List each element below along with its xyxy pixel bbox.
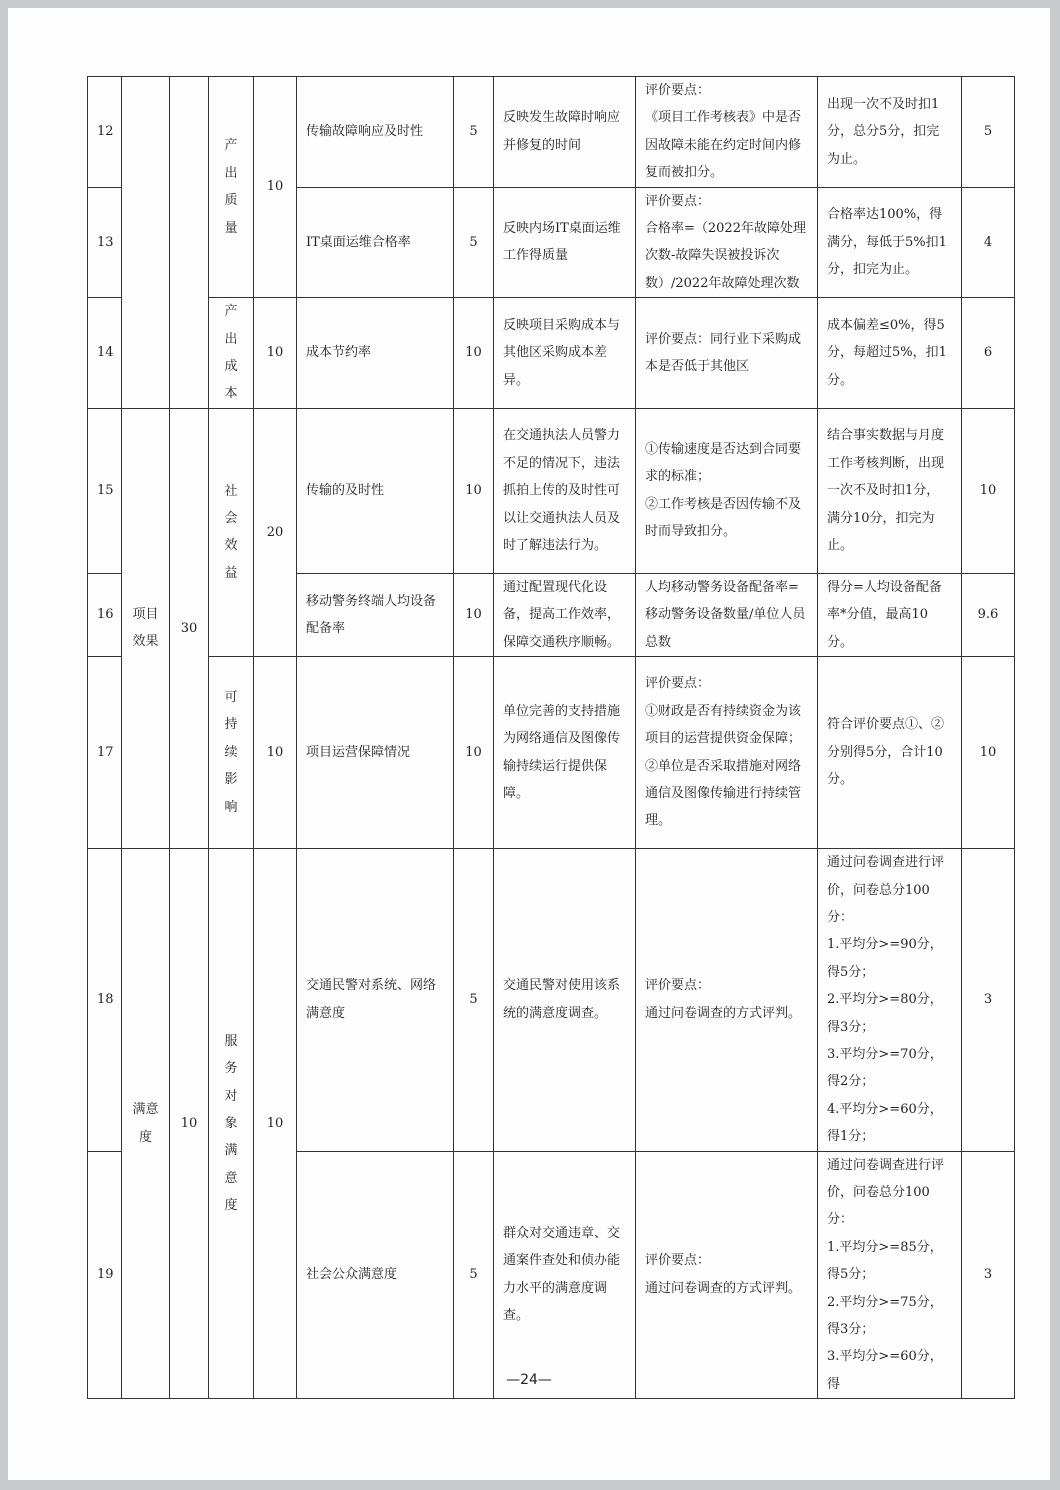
criteria-text: 评价要点： 《项目工作考核表》中是否因故障未能在约定时间内修复而被扣分。 [645,83,802,181]
standard-text: 通过问卷调查进行评价，问卷总分100分： 1.平均分>=90分，得5分； 2.平均分>=80分，得3分； 3.平均分>=70分，得2分； 4.平均分>=60分，得1分； [827,855,945,1145]
sub-weight-cell: 10 [254,77,297,298]
sub-category-label: 产出成本 [224,304,238,402]
standard-cell [818,77,962,188]
indicator-text: 移动警务终端人均设备配备率 [306,593,437,636]
result-cell: 10 [962,408,1015,573]
table-row [88,657,1015,849]
category-cell [122,849,170,1399]
explain-text: 反映发生故障时响应并修复的时间 [503,110,621,153]
row-number: 19 [88,1151,122,1399]
criteria-text: 评价要点： 合格率=（2022年故障处理次数-故障失误被投诉次数）/2022年故障处理次数 [645,193,806,291]
standard-text: 合格率达100%，得满分，每低于5%扣1分，扣完为止。 [827,207,947,278]
explain-text: 通过配置现代化设备，提高工作效率，保障交通秩序顺畅。 [503,579,621,650]
criteria-text: 评价要点： 通过问卷调查的方式评判。 [645,978,802,1021]
explain-text: 在交通执法人员警力不足的情况下，违法抓拍上传的及时性可以让交通执法人员及时了解违法行为。 [503,428,621,553]
indicator-text: 成本节约率 [306,345,372,361]
indicator-text: 社会公众满意度 [306,1267,398,1283]
indicator-cell [297,408,454,573]
criteria-cell [636,849,818,1151]
criteria-cell [636,408,818,573]
indicator-text: 传输的及时性 [306,483,385,499]
criteria-cell [636,657,818,849]
result-cell: 10 [962,657,1015,849]
row-number: 12 [88,77,122,188]
explain-cell [494,187,636,298]
indicator-text: 传输故障响应及时性 [306,124,424,140]
standard-cell [818,1151,962,1399]
explain-cell [494,77,636,188]
explain-cell [494,573,636,656]
table-row [88,849,1015,1151]
sub-category-cell [209,849,254,1399]
criteria-cell [636,187,818,298]
standard-cell [818,187,962,298]
sub-weight-cell: 10 [254,849,297,1399]
indicator-cell [297,77,454,188]
category-cell [122,408,170,848]
document-page [8,8,1050,1480]
result-cell: 3 [962,1151,1015,1399]
standard-cell [818,298,962,409]
indicator-cell [297,657,454,849]
result-cell: 6 [962,298,1015,409]
sub-weight-cell: 20 [254,408,297,656]
criteria-text: 人均移动警务设备配备率=移动警务设备数量/单位人员总数 [645,579,806,650]
result-cell: 5 [962,77,1015,188]
score-cell: 10 [454,298,494,409]
criteria-cell [636,298,818,409]
explain-cell [494,1151,636,1399]
criteria-text: 评价要点：同行业下采购成本是否低于其他区 [645,331,802,375]
standard-cell [818,849,962,1151]
row-number: 14 [88,298,122,409]
explain-text: 反映项目采购成本与其他区采购成本差异。 [503,317,621,388]
row-number: 13 [88,187,122,298]
evaluation-table [87,76,1015,1399]
explain-cell [494,849,636,1151]
sub-category-cell [209,657,254,849]
table-row [88,298,1015,409]
sub-category-cell [209,77,254,298]
criteria-text: ①传输速度是否达到合同要求的标准； ②工作考核是否因传输不及时而导致扣分。 [645,442,802,540]
standard-text: 结合事实数据与月度工作考核判断，出现一次不及时扣1分，满分10分，扣完为止。 [827,428,945,553]
row-number: 15 [88,408,122,573]
indicator-cell [297,187,454,298]
sub-category-label: 产出质量 [224,138,238,236]
score-cell: 5 [454,849,494,1151]
criteria-text: 评价要点： 通过问卷调查的方式评判。 [645,1253,802,1296]
standard-cell [818,573,962,656]
result-cell: 4 [962,187,1015,298]
standard-text: 得分=人均设备配备率*分值，最高10分。 [827,579,942,650]
criteria-cell [636,1151,818,1399]
explain-cell [494,657,636,849]
table-row [88,408,1015,573]
score-cell: 10 [454,657,494,849]
explain-text: 单位完善的支持措施为网络通信及图像传输持续运行提供保障。 [503,703,621,801]
indicator-cell [297,298,454,409]
sub-weight-cell: 10 [254,657,297,849]
score-cell: 5 [454,77,494,188]
sub-category-label: 可持续影响 [224,690,238,815]
category-label: 项目效果 [132,607,159,650]
criteria-text: 评价要点： ①财政是否有持续资金为该项目的运营提供资金保障； ②单位是否采取措施对网络通信及图像传输进行持续管理。 [645,676,802,829]
standard-text: 成本偏差≤0%，得5分，每超过5%，扣1分。 [827,317,947,388]
indicator-cell [297,849,454,1151]
criteria-cell [636,77,818,188]
score-cell: 5 [454,1151,494,1399]
score-cell: 10 [454,408,494,573]
row-number: 17 [88,657,122,849]
indicator-text: 项目运营保障情况 [306,744,411,760]
sub-category-cell [209,298,254,409]
score-cell: 10 [454,573,494,656]
indicator-cell [297,573,454,656]
category-label: 满意度 [132,1102,159,1145]
weight-cell: 10 [170,849,209,1399]
result-cell: 9.6 [962,573,1015,656]
explain-text: 反映内场IT桌面运维工作得质量 [503,221,621,264]
standard-cell [818,657,962,849]
sub-category-cell [209,408,254,656]
sub-category-label: 社会效益 [224,483,238,581]
criteria-cell [636,573,818,656]
explain-text: 交通民警对使用该系统的满意度调查。 [503,978,621,1021]
row-number: 18 [88,849,122,1151]
indicator-cell [297,1151,454,1399]
page-number: —24— [506,1372,552,1388]
standard-cell [818,408,962,573]
explain-text: 群众对交通违章、交通案件查处和侦办能力水平的满意度调查。 [503,1226,621,1324]
score-cell: 5 [454,187,494,298]
table-row [88,77,1015,188]
standard-text: 通过问卷调查进行评价，问卷总分100分： 1.平均分>=85分，得5分； 2.平均分>=75分，得3分； 3.平均分>=60分，得 [827,1157,945,1392]
sub-weight-cell: 10 [254,298,297,409]
sub-category-label: 服务对象满意度 [224,1033,238,1214]
result-cell: 3 [962,849,1015,1151]
explain-cell [494,298,636,409]
standard-text: 出现一次不及时扣1分，总分5分，扣完为止。 [827,96,940,167]
indicator-text: IT桌面运维合格率 [306,234,411,250]
indicator-text: 交通民警对系统、网络满意度 [306,978,437,1021]
row-number: 16 [88,573,122,656]
standard-text: 符合评价要点①、②分别得5分，合计10分。 [827,717,945,788]
explain-cell [494,408,636,573]
category-cell-empty [122,77,170,409]
weight-cell: 30 [170,408,209,848]
weight-cell-empty [170,77,209,409]
